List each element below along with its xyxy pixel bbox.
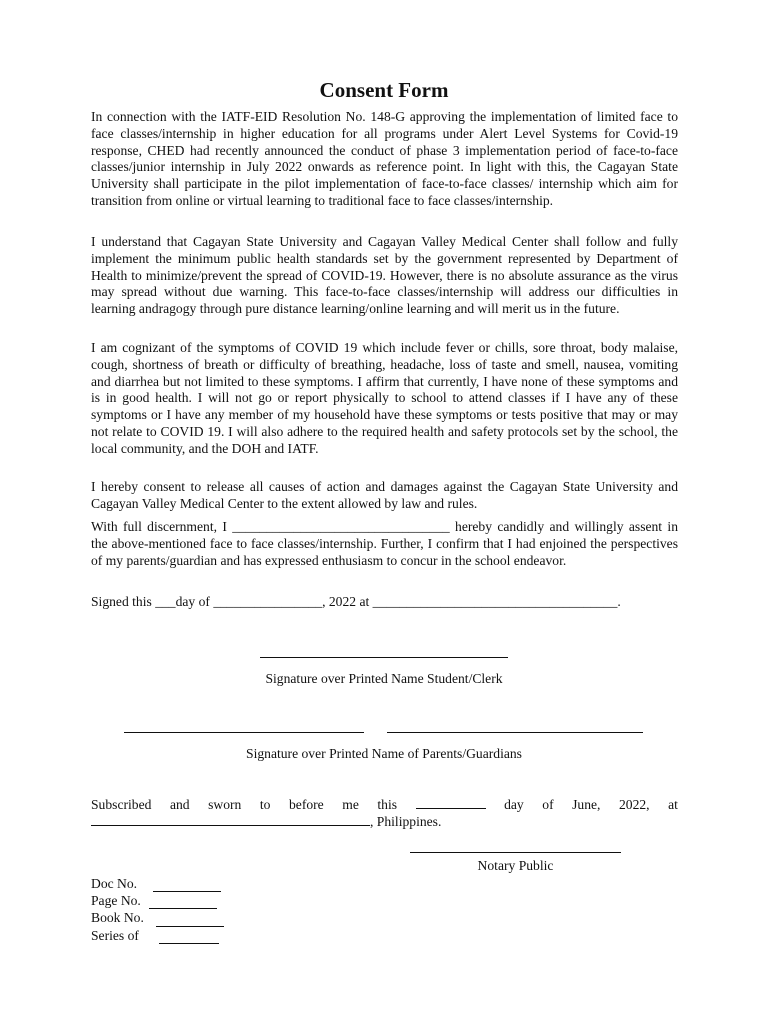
page-title: Consent Form (319, 78, 449, 102)
sworn-word: June, (572, 797, 601, 812)
sworn-line-1 (91, 796, 678, 813)
sworn-word: sworn (208, 797, 242, 812)
paragraph-discernment: With full discernment, I ________________________________ hereby candidly and willingly assent in the above-mentioned face to face classes/internship. Further, I confirm that I had enjoined the perspectives of my parents/guardian and has expressed enthusiasm to concur in the school endeavor. (91, 519, 678, 568)
book-no-row (91, 909, 224, 926)
sworn-word: this (377, 797, 398, 812)
doc-no-label: Doc No. (91, 876, 138, 891)
notary-signature-line[interactable] (410, 852, 621, 853)
page-no-blank[interactable] (149, 896, 217, 909)
sworn-word: to (259, 797, 271, 812)
page-no-label: Page No. (91, 893, 141, 909)
sworn-word: before (289, 797, 324, 812)
sworn-statement (91, 796, 678, 830)
sworn-word: me (342, 797, 359, 812)
sworn-word: at (668, 797, 678, 812)
book-no-blank[interactable] (156, 914, 224, 927)
notarial-register (91, 875, 224, 944)
parents-signature-caption: Signature over Printed Name of Parents/Guardians (246, 746, 522, 761)
sworn-word: Subscribed (91, 797, 152, 812)
paragraph-health-standards: I understand that Cagayan State University and Cagayan Valley Medical Center shall follow and fully implement the minimum public health standards set by the government represented by Department of Health to minimize/prevent the spread of COVID-19. However, there is no absolute assurance as the virus may spread without due warning. This face-to-face classes/internship will address our difficulties in learning andragogy through pure distance learning/online learning and will merit us in the future. (91, 234, 678, 317)
sworn-line-2 (91, 813, 678, 830)
doc-no-row (91, 875, 224, 892)
student-signature-caption: Signature over Printed Name Student/Clerk (265, 671, 503, 686)
series-of-label: Series of (91, 927, 139, 943)
paragraph-resolution: In connection with the IATF-EID Resolution No. 148-G approving the implementation of limited face to face classes/internship in higher education for all programs under Alert Level Systems for Covid-19 response, CHED had recently announced the conduct of phase 3 implementation period of face-to-face classes/junior internship in July 2022 onwards as reference point. In light with this, the Cagayan State University shall participate in the pilot implementation of face-to-face classes/ internship which aim for transition from online or virtual learning to traditional face to face classes/internship. (91, 109, 678, 208)
sworn-suffix: , Philippines. (370, 814, 442, 829)
sworn-day-blank[interactable] (416, 796, 486, 809)
paragraph-signed-this: Signed this ___day of ________________, 2022 at ____________________________________. (91, 594, 621, 609)
series-of-blank[interactable] (159, 931, 219, 944)
student-signature-line[interactable] (260, 657, 508, 658)
paragraph-release: I hereby consent to release all causes of action and damages against the Cagayan State University and Cagayan Valley Medical Center to the extent allowed by law and rules. (91, 479, 678, 511)
sworn-place-blank[interactable] (91, 813, 370, 826)
sworn-word: of (542, 797, 554, 812)
sworn-word: day (504, 797, 524, 812)
sworn-word: 2022, (618, 797, 650, 812)
series-of-row (91, 927, 224, 944)
parent-signature-line-2[interactable] (387, 732, 643, 733)
doc-no-blank[interactable] (153, 879, 221, 892)
book-no-label: Book No. (91, 910, 144, 926)
notary-public-caption: Notary Public (477, 858, 554, 873)
page-no-row (91, 892, 224, 909)
sworn-word: and (169, 797, 190, 812)
parent-signature-line-1[interactable] (124, 732, 364, 733)
paragraph-symptoms: I am cognizant of the symptoms of COVID 19 which include fever or chills, sore throat, body malaise, cough, shortness of breath or difficulty of breathing, headache, loss of taste and smell, nausea, vomiting and diarrhea but not limited to these symptoms. I affirm that currently, I have none of these symptoms and is in good health. I will not go or report physically to school to attend classes if I have any of these symptoms or I have any member of my household have these symptoms or tests positive that may or may not relate to COVID 19. I will also adhere to the required health and safety protocols set by the school, the local community, and the DOH and IATF. (91, 340, 678, 456)
